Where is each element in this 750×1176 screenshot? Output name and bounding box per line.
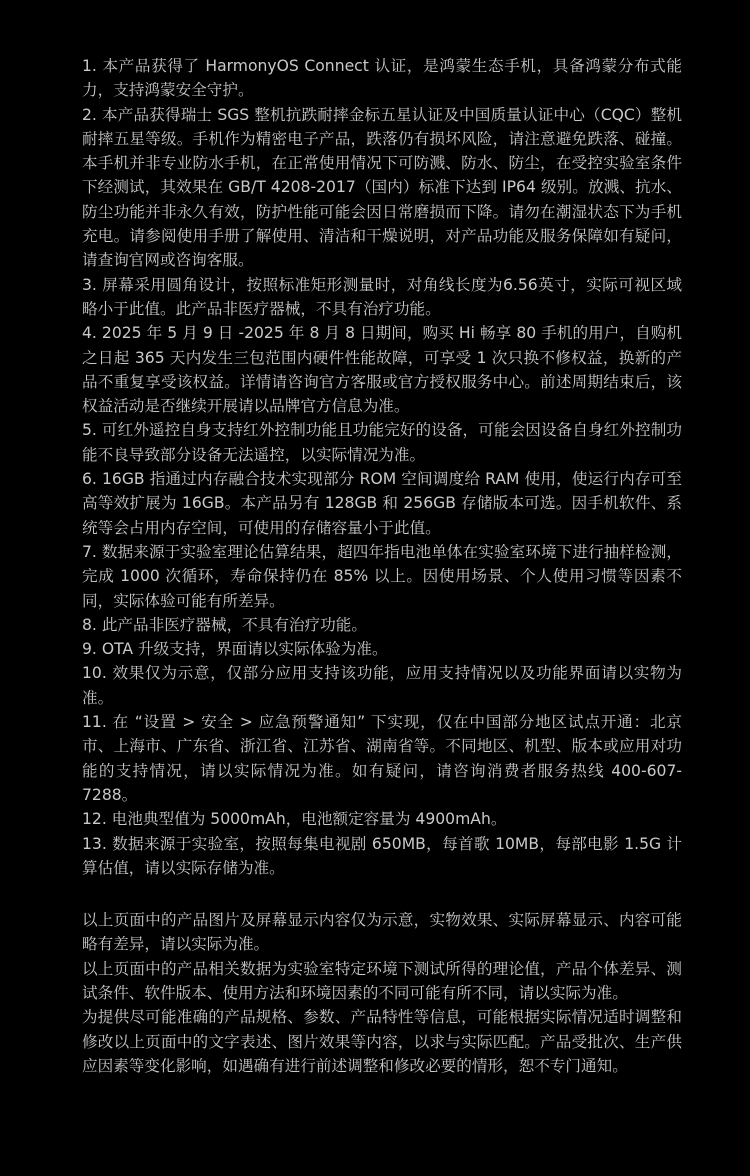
section-spacer bbox=[82, 880, 682, 908]
footnote-3: 3. 屏幕采用圆角设计，按照标准矩形测量时，对角线长度为6.56英寸，实际可视区域略小于此值。此产品非医疗器械，不具有治疗功能。 bbox=[82, 275, 682, 318]
footnote-list bbox=[82, 54, 682, 880]
footnote-4: 4. 2025 年 5 月 9 日 -2025 年 8 月 8 日期间，购买 Hi 畅享 80 手机的用户，自购机之日起 365 天内发生三包范围内硬件性能故障，可享受 1 次只换不修权益，换新的产品不重复享受该权益。详情请咨询官方客服或官方授权服务中心。前述周期结束后，该权益活动是否继续开展请以品牌官方信息为准。 bbox=[82, 324, 682, 416]
footnote-6: 6. 16GB 指通过内存融合技术实现部分 ROM 空间调度给 RAM 使用，使运行内存可至高等效扩展为 16GB。本产品另有 128GB 和 256GB 存储版本可选。因手机软件、系统等会占用内存空间，可使用的存储容量小于此值。 bbox=[82, 470, 682, 537]
footnote-2: 2. 本产品获得瑞士 SGS 整机抗跌耐摔金标五星认证及中国质量认证中心（CQC）整机耐摔五星等级。手机作为精密电子产品，跌落仍有损坏风险，请注意避免跌落、碰撞。本手机并非专业防水手机，在正常使用情况下可防溅、防水、防尘，在受控实验室条件下经测试，其效果在 GB/T 4208-2017（国内）标准下达到 IP64 级别。放溅、抗水、防尘功能并非永久有效，防护性能可能会因日常磨损而下降。请勿在潮湿状态下为手机充电。请参阅使用手册了解使用、清洁和干燥说明，对产品功能及服务保障如有疑问，请查询官网或咨询客服。 bbox=[82, 105, 682, 270]
legal-notes bbox=[82, 54, 682, 1078]
footnote-8: 8. 此产品非医疗器械，不具有治疗功能。 bbox=[82, 615, 367, 634]
footnote-1: 1. 本产品获得了 HarmonyOS Connect 认证，是鸿蒙生态手机，具备鸿蒙分布式能力，支持鸿蒙安全守护。 bbox=[82, 57, 682, 100]
footnote-9: 9. OTA 升级支持，界面请以实际体验为准。 bbox=[82, 640, 388, 659]
footnote-11: 11. 在 “设置 > 安全 > 应急预警通知” 下实现，仅在中国部分地区试点开通：北京市、上海市、广东省、浙江省、江苏省、湖南省等。不同地区、机型、版本或应用对功能的支持情况，请以实际情况为准。如有疑问，请咨询消费者服务热线 400-607-7288。 bbox=[82, 713, 682, 804]
disclaimer-content-changes: 为提供尽可能准确的产品规格、参数、产品特性等信息，可能根据实际情况适时调整和修改以上页面中的文字表述、图片效果等内容，以求与实际匹配。产品受批次、生产供应因素等变化影响，如遇确有进行前述调整和修改必要的情形，恕不专门通知。 bbox=[82, 1008, 682, 1075]
footnote-5: 5. 可红外遥控自身支持红外控制功能且功能完好的设备，可能会因设备自身红外控制功能不良导致部分设备无法遥控，以实际情况为准。 bbox=[82, 421, 682, 464]
footnote-10: 10. 效果仅为示意，仅部分应用支持该功能，应用支持情况以及功能界面请以实物为准。 bbox=[82, 664, 682, 707]
footnote-12: 12. 电池典型值为 5000mAh，电池额定容量为 4900mAh。 bbox=[82, 810, 507, 829]
footnote-7: 7. 数据来源于实验室理论估算结果，超四年指电池单体在实验室环境下进行抽样检测，完成 1000 次循环，寿命保持仍在 85% 以上。因使用场景、个人使用习惯等因素不同，实际体验可能有所差异。 bbox=[82, 542, 682, 610]
disclaimer-test-data: 以上页面中的产品相关数据为实验室特定环境下测试所得的理论值，产品个体差异、测试条件、软件版本、使用方法和环境因素的不同可能有所不同，请以实际为准。 bbox=[82, 959, 682, 1002]
footnote-13: 13. 数据来源于实验室，按照每集电视剧 650MB，每首歌 10MB，每部电影 1.5G 计算估值，请以实际存储为准。 bbox=[82, 834, 682, 877]
disclaimer-product-images: 以上页面中的产品图片及屏幕显示内容仅为示意，实物效果、实际屏幕显示、内容可能略有差异，请以实际为准。 bbox=[82, 911, 682, 954]
disclaimer-list bbox=[82, 908, 682, 1078]
